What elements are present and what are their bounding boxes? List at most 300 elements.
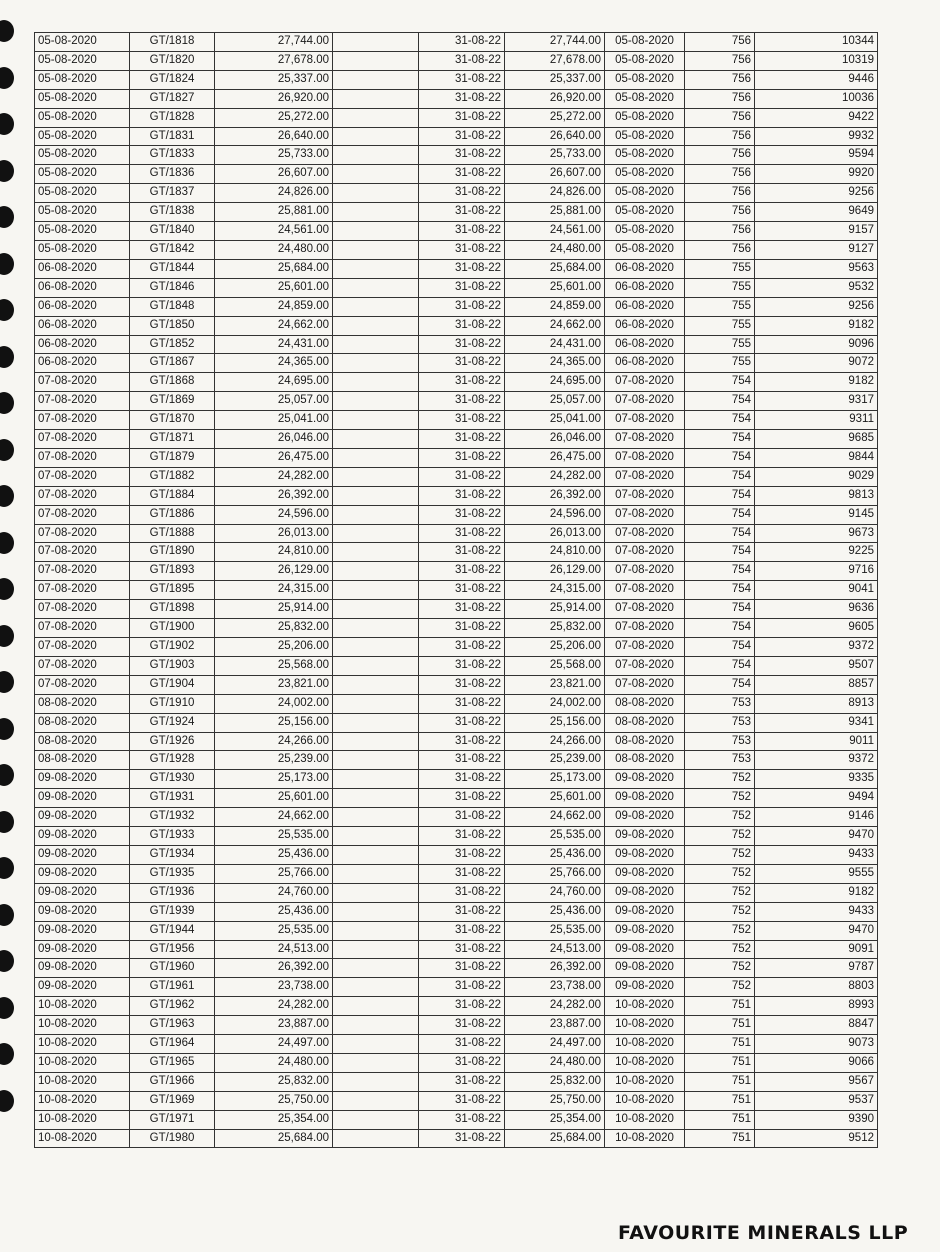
days-cell: 754: [685, 448, 755, 467]
outstanding-amount-cell: 24,497.00: [505, 1035, 605, 1054]
invoice-amount-cell: 25,601.00: [215, 278, 333, 297]
invoice-amount-cell: 24,810.00: [215, 543, 333, 562]
due-date-cell: 31-08-22: [419, 467, 505, 486]
invoice-amount-cell: 24,002.00: [215, 694, 333, 713]
interest-cell: 9157: [755, 222, 878, 241]
outstanding-amount-cell: 25,766.00: [505, 864, 605, 883]
invoice-amount-cell: 26,475.00: [215, 448, 333, 467]
outstanding-amount-cell: 25,881.00: [505, 203, 605, 222]
blank-cell: [333, 1053, 419, 1072]
table-row: [35, 1072, 878, 1091]
blank-cell: [333, 619, 419, 638]
table-row: [35, 827, 878, 846]
days-cell: 754: [685, 524, 755, 543]
days-cell: 756: [685, 33, 755, 52]
invoice-number-cell: GT/1869: [130, 392, 215, 411]
invoice-date-cell: 09-08-2020: [35, 883, 130, 902]
outstanding-amount-cell: 25,832.00: [505, 1072, 605, 1091]
blank-cell: [333, 921, 419, 940]
blank-cell: [333, 543, 419, 562]
invoice-amount-cell: 27,678.00: [215, 51, 333, 70]
days-cell: 752: [685, 789, 755, 808]
invoice-date-cell: 06-08-2020: [35, 354, 130, 373]
paid-date-cell: 08-08-2020: [605, 694, 685, 713]
outstanding-amount-cell: 25,684.00: [505, 1129, 605, 1148]
interest-cell: 9507: [755, 656, 878, 675]
interest-cell: 9537: [755, 1091, 878, 1110]
days-cell: 752: [685, 808, 755, 827]
blank-cell: [333, 127, 419, 146]
invoice-amount-cell: 25,206.00: [215, 638, 333, 657]
due-date-cell: 31-08-22: [419, 127, 505, 146]
interest-cell: 9567: [755, 1072, 878, 1091]
due-date-cell: 31-08-22: [419, 638, 505, 657]
invoice-number-cell: GT/1903: [130, 656, 215, 675]
table-row: [35, 638, 878, 657]
paid-date-cell: 07-08-2020: [605, 411, 685, 430]
outstanding-amount-cell: 24,826.00: [505, 184, 605, 203]
invoice-date-cell: 09-08-2020: [35, 978, 130, 997]
table-row: [35, 51, 878, 70]
outstanding-amount-cell: 24,810.00: [505, 543, 605, 562]
invoice-date-cell: 08-08-2020: [35, 694, 130, 713]
invoice-number-cell: GT/1852: [130, 335, 215, 354]
binding-hole: [0, 67, 14, 89]
paid-date-cell: 05-08-2020: [605, 203, 685, 222]
paid-date-cell: 09-08-2020: [605, 808, 685, 827]
binding-hole: [0, 253, 14, 275]
binding-hole: [0, 206, 14, 228]
table-row: [35, 392, 878, 411]
invoice-date-cell: 10-08-2020: [35, 1129, 130, 1148]
due-date-cell: 31-08-22: [419, 524, 505, 543]
blank-cell: [333, 524, 419, 543]
outstanding-amount-cell: 24,513.00: [505, 940, 605, 959]
days-cell: 756: [685, 184, 755, 203]
invoice-amount-cell: 25,601.00: [215, 789, 333, 808]
days-cell: 752: [685, 845, 755, 864]
paid-date-cell: 09-08-2020: [605, 770, 685, 789]
blank-cell: [333, 600, 419, 619]
days-cell: 753: [685, 732, 755, 751]
invoice-number-cell: GT/1870: [130, 411, 215, 430]
table-row: [35, 1129, 878, 1148]
interest-cell: 9372: [755, 638, 878, 657]
blank-cell: [333, 392, 419, 411]
invoice-number-cell: GT/1833: [130, 146, 215, 165]
blank-cell: [333, 184, 419, 203]
interest-cell: 10036: [755, 89, 878, 108]
spiral-binding: [0, 0, 22, 1252]
table-row: [35, 883, 878, 902]
table-row: [35, 505, 878, 524]
days-cell: 753: [685, 694, 755, 713]
interest-cell: 9532: [755, 278, 878, 297]
table-row: [35, 448, 878, 467]
paid-date-cell: 07-08-2020: [605, 467, 685, 486]
interest-cell: 9685: [755, 430, 878, 449]
paid-date-cell: 07-08-2020: [605, 543, 685, 562]
outstanding-amount-cell: 26,640.00: [505, 127, 605, 146]
paid-date-cell: 05-08-2020: [605, 165, 685, 184]
invoice-date-cell: 07-08-2020: [35, 392, 130, 411]
binding-hole: [0, 439, 14, 461]
interest-cell: 9066: [755, 1053, 878, 1072]
binding-hole: [0, 625, 14, 647]
table-row: [35, 1053, 878, 1072]
invoice-date-cell: 05-08-2020: [35, 108, 130, 127]
outstanding-amount-cell: 25,568.00: [505, 656, 605, 675]
due-date-cell: 31-08-22: [419, 335, 505, 354]
blank-cell: [333, 486, 419, 505]
days-cell: 751: [685, 1110, 755, 1129]
invoice-date-cell: 07-08-2020: [35, 467, 130, 486]
due-date-cell: 31-08-22: [419, 562, 505, 581]
paid-date-cell: 09-08-2020: [605, 883, 685, 902]
days-cell: 754: [685, 505, 755, 524]
binding-hole: [0, 811, 14, 833]
paid-date-cell: 05-08-2020: [605, 146, 685, 165]
due-date-cell: 31-08-22: [419, 978, 505, 997]
invoice-amount-cell: 25,173.00: [215, 770, 333, 789]
invoice-date-cell: 05-08-2020: [35, 203, 130, 222]
invoice-number-cell: GT/1818: [130, 33, 215, 52]
outstanding-amount-cell: 26,392.00: [505, 486, 605, 505]
interest-cell: 9225: [755, 543, 878, 562]
table-row: [35, 278, 878, 297]
invoice-number-cell: GT/1935: [130, 864, 215, 883]
invoice-date-cell: 10-08-2020: [35, 997, 130, 1016]
interest-cell: 9470: [755, 921, 878, 940]
table-row: [35, 89, 878, 108]
blank-cell: [333, 845, 419, 864]
binding-hole: [0, 346, 14, 368]
blank-cell: [333, 827, 419, 846]
blank-cell: [333, 940, 419, 959]
invoice-number-cell: GT/1828: [130, 108, 215, 127]
outstanding-amount-cell: 24,282.00: [505, 467, 605, 486]
interest-cell: 9256: [755, 297, 878, 316]
invoice-date-cell: 06-08-2020: [35, 316, 130, 335]
outstanding-amount-cell: 24,662.00: [505, 808, 605, 827]
days-cell: 752: [685, 864, 755, 883]
table-row: [35, 921, 878, 940]
table-row: [35, 486, 878, 505]
blank-cell: [333, 354, 419, 373]
invoice-number-cell: GT/1933: [130, 827, 215, 846]
blank-cell: [333, 448, 419, 467]
table-row: [35, 1091, 878, 1110]
days-cell: 755: [685, 259, 755, 278]
invoice-date-cell: 09-08-2020: [35, 959, 130, 978]
outstanding-amount-cell: 26,392.00: [505, 959, 605, 978]
blank-cell: [333, 89, 419, 108]
paid-date-cell: 05-08-2020: [605, 89, 685, 108]
outstanding-amount-cell: 24,480.00: [505, 1053, 605, 1072]
outstanding-amount-cell: 24,365.00: [505, 354, 605, 373]
invoice-date-cell: 07-08-2020: [35, 524, 130, 543]
interest-cell: 9127: [755, 240, 878, 259]
invoice-amount-cell: 25,766.00: [215, 864, 333, 883]
invoice-number-cell: GT/1850: [130, 316, 215, 335]
invoice-number-cell: GT/1961: [130, 978, 215, 997]
invoice-number-cell: GT/1966: [130, 1072, 215, 1091]
paid-date-cell: 05-08-2020: [605, 240, 685, 259]
invoice-date-cell: 09-08-2020: [35, 902, 130, 921]
binding-hole: [0, 578, 14, 600]
due-date-cell: 31-08-22: [419, 51, 505, 70]
binding-hole: [0, 1090, 14, 1112]
table-row: [35, 1035, 878, 1054]
invoice-date-cell: 05-08-2020: [35, 89, 130, 108]
blank-cell: [333, 732, 419, 751]
paid-date-cell: 05-08-2020: [605, 222, 685, 241]
invoice-date-cell: 09-08-2020: [35, 808, 130, 827]
table-row: [35, 240, 878, 259]
paid-date-cell: 05-08-2020: [605, 33, 685, 52]
invoice-date-cell: 10-08-2020: [35, 1072, 130, 1091]
outstanding-amount-cell: 25,041.00: [505, 411, 605, 430]
paid-date-cell: 06-08-2020: [605, 335, 685, 354]
invoice-amount-cell: 25,436.00: [215, 902, 333, 921]
paid-date-cell: 08-08-2020: [605, 751, 685, 770]
days-cell: 754: [685, 581, 755, 600]
due-date-cell: 31-08-22: [419, 675, 505, 694]
paid-date-cell: 07-08-2020: [605, 619, 685, 638]
invoice-amount-cell: 25,684.00: [215, 259, 333, 278]
due-date-cell: 31-08-22: [419, 845, 505, 864]
binding-hole: [0, 485, 14, 507]
invoice-number-cell: GT/1934: [130, 845, 215, 864]
paid-date-cell: 07-08-2020: [605, 562, 685, 581]
paid-date-cell: 06-08-2020: [605, 316, 685, 335]
days-cell: 752: [685, 978, 755, 997]
blank-cell: [333, 562, 419, 581]
paid-date-cell: 10-08-2020: [605, 1035, 685, 1054]
invoice-date-cell: 06-08-2020: [35, 297, 130, 316]
table-row: [35, 732, 878, 751]
days-cell: 752: [685, 770, 755, 789]
days-cell: 752: [685, 902, 755, 921]
invoice-number-cell: GT/1895: [130, 581, 215, 600]
due-date-cell: 31-08-22: [419, 883, 505, 902]
invoice-amount-cell: 24,561.00: [215, 222, 333, 241]
table-row: [35, 770, 878, 789]
paid-date-cell: 09-08-2020: [605, 789, 685, 808]
due-date-cell: 31-08-22: [419, 1016, 505, 1035]
invoice-number-cell: GT/1980: [130, 1129, 215, 1148]
interest-cell: 9029: [755, 467, 878, 486]
interest-cell: 9605: [755, 619, 878, 638]
interest-cell: 8847: [755, 1016, 878, 1035]
blank-cell: [333, 789, 419, 808]
invoice-amount-cell: 24,282.00: [215, 997, 333, 1016]
invoice-date-cell: 06-08-2020: [35, 335, 130, 354]
invoice-amount-cell: 25,733.00: [215, 146, 333, 165]
due-date-cell: 31-08-22: [419, 789, 505, 808]
due-date-cell: 31-08-22: [419, 1091, 505, 1110]
invoice-amount-cell: 25,881.00: [215, 203, 333, 222]
due-date-cell: 31-08-22: [419, 1072, 505, 1091]
invoice-amount-cell: 25,041.00: [215, 411, 333, 430]
due-date-cell: 31-08-22: [419, 543, 505, 562]
outstanding-amount-cell: 27,678.00: [505, 51, 605, 70]
interest-cell: 8803: [755, 978, 878, 997]
invoice-number-cell: GT/1827: [130, 89, 215, 108]
days-cell: 756: [685, 51, 755, 70]
table-row: [35, 940, 878, 959]
invoice-date-cell: 10-08-2020: [35, 1110, 130, 1129]
days-cell: 752: [685, 959, 755, 978]
table-row: [35, 524, 878, 543]
table-row: [35, 411, 878, 430]
interest-cell: 9390: [755, 1110, 878, 1129]
table-row: [35, 1016, 878, 1035]
invoice-amount-cell: 24,662.00: [215, 808, 333, 827]
invoice-amount-cell: 25,272.00: [215, 108, 333, 127]
invoice-number-cell: GT/1886: [130, 505, 215, 524]
invoice-number-cell: GT/1898: [130, 600, 215, 619]
table-row: [35, 543, 878, 562]
blank-cell: [333, 581, 419, 600]
paid-date-cell: 09-08-2020: [605, 864, 685, 883]
table-row: [35, 600, 878, 619]
interest-cell: 9011: [755, 732, 878, 751]
due-date-cell: 31-08-22: [419, 921, 505, 940]
outstanding-amount-cell: 25,337.00: [505, 70, 605, 89]
invoice-amount-cell: 25,568.00: [215, 656, 333, 675]
blank-cell: [333, 108, 419, 127]
paid-date-cell: 05-08-2020: [605, 108, 685, 127]
blank-cell: [333, 883, 419, 902]
days-cell: 756: [685, 146, 755, 165]
blank-cell: [333, 222, 419, 241]
blank-cell: [333, 1110, 419, 1129]
invoice-date-cell: 08-08-2020: [35, 713, 130, 732]
invoice-date-cell: 05-08-2020: [35, 146, 130, 165]
blank-cell: [333, 240, 419, 259]
paid-date-cell: 07-08-2020: [605, 430, 685, 449]
due-date-cell: 31-08-22: [419, 997, 505, 1016]
table-row: [35, 222, 878, 241]
due-date-cell: 31-08-22: [419, 1129, 505, 1148]
due-date-cell: 31-08-22: [419, 373, 505, 392]
days-cell: 756: [685, 165, 755, 184]
invoice-number-cell: GT/1932: [130, 808, 215, 827]
table-row: [35, 789, 878, 808]
invoice-date-cell: 07-08-2020: [35, 675, 130, 694]
due-date-cell: 31-08-22: [419, 751, 505, 770]
invoice-number-cell: GT/1956: [130, 940, 215, 959]
invoice-number-cell: GT/1939: [130, 902, 215, 921]
blank-cell: [333, 70, 419, 89]
due-date-cell: 31-08-22: [419, 297, 505, 316]
invoice-number-cell: GT/1890: [130, 543, 215, 562]
paid-date-cell: 07-08-2020: [605, 656, 685, 675]
binding-hole: [0, 532, 14, 554]
binding-hole: [0, 113, 14, 135]
due-date-cell: 31-08-22: [419, 240, 505, 259]
invoice-date-cell: 07-08-2020: [35, 638, 130, 657]
outstanding-amount-cell: 24,266.00: [505, 732, 605, 751]
invoice-number-cell: GT/1837: [130, 184, 215, 203]
invoice-number-cell: GT/1926: [130, 732, 215, 751]
outstanding-amount-cell: 25,684.00: [505, 259, 605, 278]
interest-cell: 9433: [755, 845, 878, 864]
invoice-amount-cell: 25,354.00: [215, 1110, 333, 1129]
due-date-cell: 31-08-22: [419, 146, 505, 165]
days-cell: 756: [685, 70, 755, 89]
paid-date-cell: 05-08-2020: [605, 70, 685, 89]
invoice-amount-cell: 24,513.00: [215, 940, 333, 959]
outstanding-amount-cell: 26,475.00: [505, 448, 605, 467]
paid-date-cell: 05-08-2020: [605, 184, 685, 203]
due-date-cell: 31-08-22: [419, 770, 505, 789]
paid-date-cell: 08-08-2020: [605, 713, 685, 732]
outstanding-amount-cell: 24,315.00: [505, 581, 605, 600]
blank-cell: [333, 467, 419, 486]
outstanding-amount-cell: 25,914.00: [505, 600, 605, 619]
interest-cell: 9594: [755, 146, 878, 165]
outstanding-amount-cell: 24,596.00: [505, 505, 605, 524]
blank-cell: [333, 1016, 419, 1035]
invoice-date-cell: 10-08-2020: [35, 1091, 130, 1110]
invoice-date-cell: 05-08-2020: [35, 70, 130, 89]
invoice-date-cell: 09-08-2020: [35, 940, 130, 959]
interest-cell: 9182: [755, 373, 878, 392]
table-row: [35, 108, 878, 127]
paid-date-cell: 07-08-2020: [605, 581, 685, 600]
outstanding-amount-cell: 26,920.00: [505, 89, 605, 108]
paid-date-cell: 06-08-2020: [605, 354, 685, 373]
invoice-number-cell: GT/1900: [130, 619, 215, 638]
days-cell: 754: [685, 411, 755, 430]
table-row: [35, 694, 878, 713]
days-cell: 752: [685, 940, 755, 959]
blank-cell: [333, 203, 419, 222]
paid-date-cell: 08-08-2020: [605, 732, 685, 751]
invoice-date-cell: 05-08-2020: [35, 33, 130, 52]
outstanding-amount-cell: 25,601.00: [505, 789, 605, 808]
invoice-date-cell: 07-08-2020: [35, 486, 130, 505]
binding-hole: [0, 857, 14, 879]
outstanding-amount-cell: 23,738.00: [505, 978, 605, 997]
invoice-number-cell: GT/1910: [130, 694, 215, 713]
invoice-date-cell: 05-08-2020: [35, 184, 130, 203]
table-row: [35, 713, 878, 732]
days-cell: 756: [685, 240, 755, 259]
paid-date-cell: 07-08-2020: [605, 392, 685, 411]
outstanding-amount-cell: 26,607.00: [505, 165, 605, 184]
due-date-cell: 31-08-22: [419, 732, 505, 751]
blank-cell: [333, 373, 419, 392]
table-row: [35, 146, 878, 165]
invoice-date-cell: 07-08-2020: [35, 562, 130, 581]
due-date-cell: 31-08-22: [419, 278, 505, 297]
interest-cell: 9512: [755, 1129, 878, 1148]
due-date-cell: 31-08-22: [419, 70, 505, 89]
paid-date-cell: 09-08-2020: [605, 827, 685, 846]
invoice-amount-cell: 24,365.00: [215, 354, 333, 373]
paid-date-cell: 07-08-2020: [605, 505, 685, 524]
invoice-number-cell: GT/1924: [130, 713, 215, 732]
invoice-number-cell: GT/1971: [130, 1110, 215, 1129]
invoice-date-cell: 09-08-2020: [35, 827, 130, 846]
binding-hole: [0, 1043, 14, 1065]
invoice-date-cell: 10-08-2020: [35, 1035, 130, 1054]
invoice-date-cell: 07-08-2020: [35, 505, 130, 524]
invoice-date-cell: 05-08-2020: [35, 222, 130, 241]
